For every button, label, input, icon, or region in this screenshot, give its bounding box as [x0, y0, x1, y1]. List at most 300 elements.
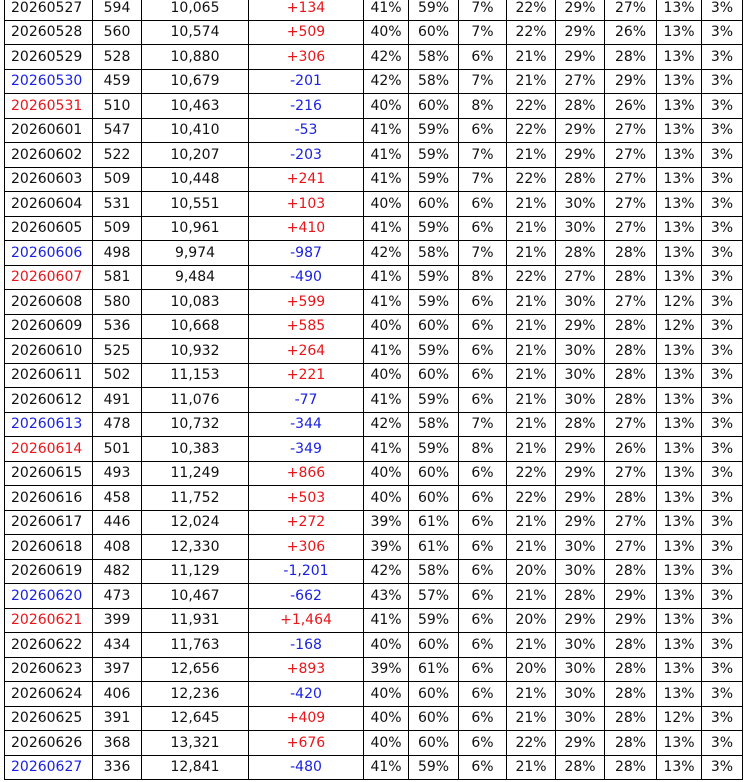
count-cell: 458	[93, 486, 142, 511]
pct-cell-3: 30%	[556, 290, 605, 315]
total-cell: 10,880	[142, 45, 249, 70]
pct-cell-4: 28%	[605, 314, 657, 339]
pct-cell-2: 21%	[507, 45, 556, 70]
count-cell: 528	[93, 45, 142, 70]
total-cell: 10,083	[142, 290, 249, 315]
pct-cell-3: 30%	[556, 388, 605, 413]
pct-cell-2: 20%	[507, 608, 556, 633]
pct-cell-1: 6%	[459, 608, 507, 633]
pct-cell-6: 3%	[702, 706, 743, 731]
pct-cell-6: 3%	[702, 363, 743, 388]
change-cell: -201	[249, 69, 364, 94]
change-cell: +585	[249, 314, 364, 339]
pct-cell-5: 13%	[657, 437, 702, 462]
pct-cell-4: 28%	[605, 265, 657, 290]
pct-cell-2: 21%	[507, 755, 556, 780]
pct-cell-6: 3%	[702, 486, 743, 511]
ratio-cell-1: 41%	[364, 118, 409, 143]
ratio-cell-2: 58%	[409, 69, 459, 94]
data-table-container	[4, 0, 742, 780]
date-cell: 20260619	[5, 559, 93, 584]
date-cell: 20260620	[5, 584, 93, 609]
pct-cell-6: 3%	[702, 510, 743, 535]
pct-cell-4: 29%	[605, 584, 657, 609]
ratio-cell-1: 41%	[364, 339, 409, 364]
ratio-cell-2: 58%	[409, 559, 459, 584]
ratio-cell-1: 42%	[364, 241, 409, 266]
pct-cell-4: 26%	[605, 94, 657, 119]
change-cell: -216	[249, 94, 364, 119]
change-cell: +306	[249, 45, 364, 70]
pct-cell-4: 26%	[605, 20, 657, 45]
pct-cell-4: 28%	[605, 633, 657, 658]
table-row	[5, 0, 743, 20]
count-cell: 510	[93, 94, 142, 119]
pct-cell-6: 3%	[702, 535, 743, 560]
pct-cell-4: 28%	[605, 755, 657, 780]
table-row	[5, 388, 743, 413]
pct-cell-6: 3%	[702, 94, 743, 119]
ratio-cell-1: 40%	[364, 363, 409, 388]
date-cell: 20260604	[5, 192, 93, 217]
table-row	[5, 94, 743, 119]
change-cell: -203	[249, 143, 364, 168]
date-cell: 20260605	[5, 216, 93, 241]
count-cell: 509	[93, 216, 142, 241]
date-cell: 20260612	[5, 388, 93, 413]
pct-cell-5: 13%	[657, 192, 702, 217]
change-cell: -1,201	[249, 559, 364, 584]
ratio-cell-1: 42%	[364, 69, 409, 94]
table-row	[5, 584, 743, 609]
pct-cell-3: 29%	[556, 314, 605, 339]
table-row	[5, 69, 743, 94]
change-cell: +134	[249, 0, 364, 20]
pct-cell-3: 27%	[556, 69, 605, 94]
pct-cell-1: 6%	[459, 314, 507, 339]
ratio-cell-2: 59%	[409, 118, 459, 143]
change-cell: +272	[249, 510, 364, 535]
pct-cell-1: 8%	[459, 94, 507, 119]
pct-cell-5: 13%	[657, 339, 702, 364]
date-cell: 20260609	[5, 314, 93, 339]
count-cell: 397	[93, 657, 142, 682]
total-cell: 12,656	[142, 657, 249, 682]
change-cell: +410	[249, 216, 364, 241]
pct-cell-3: 29%	[556, 486, 605, 511]
ratio-cell-1: 41%	[364, 216, 409, 241]
pct-cell-1: 7%	[459, 241, 507, 266]
count-cell: 594	[93, 0, 142, 20]
pct-cell-3: 30%	[556, 535, 605, 560]
count-cell: 478	[93, 412, 142, 437]
pct-cell-1: 6%	[459, 290, 507, 315]
pct-cell-1: 7%	[459, 412, 507, 437]
pct-cell-5: 13%	[657, 94, 702, 119]
pct-cell-3: 30%	[556, 559, 605, 584]
date-cell: 20260602	[5, 143, 93, 168]
total-cell: 10,551	[142, 192, 249, 217]
change-cell: +503	[249, 486, 364, 511]
pct-cell-2: 21%	[507, 314, 556, 339]
total-cell: 11,931	[142, 608, 249, 633]
date-cell: 20260622	[5, 633, 93, 658]
count-cell: 391	[93, 706, 142, 731]
ratio-cell-1: 41%	[364, 0, 409, 20]
pct-cell-1: 6%	[459, 731, 507, 756]
pct-cell-4: 28%	[605, 682, 657, 707]
pct-cell-3: 29%	[556, 20, 605, 45]
pct-cell-2: 21%	[507, 437, 556, 462]
total-cell: 10,065	[142, 0, 249, 20]
pct-cell-2: 22%	[507, 265, 556, 290]
pct-cell-6: 3%	[702, 290, 743, 315]
pct-cell-3: 28%	[556, 167, 605, 192]
pct-cell-4: 27%	[605, 461, 657, 486]
pct-cell-2: 22%	[507, 731, 556, 756]
pct-cell-1: 7%	[459, 143, 507, 168]
ratio-cell-2: 58%	[409, 241, 459, 266]
table-row	[5, 241, 743, 266]
ratio-cell-1: 41%	[364, 755, 409, 780]
ratio-cell-1: 42%	[364, 559, 409, 584]
pct-cell-1: 6%	[459, 45, 507, 70]
change-cell: -420	[249, 682, 364, 707]
pct-cell-6: 3%	[702, 0, 743, 20]
total-cell: 11,076	[142, 388, 249, 413]
pct-cell-3: 29%	[556, 118, 605, 143]
ratio-cell-2: 60%	[409, 20, 459, 45]
pct-cell-6: 3%	[702, 118, 743, 143]
ratio-cell-2: 60%	[409, 633, 459, 658]
pct-cell-5: 13%	[657, 461, 702, 486]
pct-cell-5: 13%	[657, 657, 702, 682]
pct-cell-2: 22%	[507, 461, 556, 486]
ratio-cell-2: 59%	[409, 437, 459, 462]
pct-cell-4: 28%	[605, 657, 657, 682]
pct-cell-1: 6%	[459, 535, 507, 560]
total-cell: 11,129	[142, 559, 249, 584]
change-cell: +866	[249, 461, 364, 486]
pct-cell-6: 3%	[702, 657, 743, 682]
pct-cell-5: 13%	[657, 682, 702, 707]
pct-cell-1: 6%	[459, 559, 507, 584]
table-row	[5, 486, 743, 511]
date-cell: 20260626	[5, 731, 93, 756]
pct-cell-3: 30%	[556, 657, 605, 682]
change-cell: +409	[249, 706, 364, 731]
table-row	[5, 167, 743, 192]
count-cell: 522	[93, 143, 142, 168]
pct-cell-2: 21%	[507, 388, 556, 413]
total-cell: 11,153	[142, 363, 249, 388]
ratio-cell-2: 61%	[409, 510, 459, 535]
pct-cell-1: 6%	[459, 755, 507, 780]
count-cell: 434	[93, 633, 142, 658]
pct-cell-6: 3%	[702, 412, 743, 437]
table-row	[5, 192, 743, 217]
total-cell: 13,321	[142, 731, 249, 756]
pct-cell-6: 3%	[702, 461, 743, 486]
pct-cell-1: 6%	[459, 510, 507, 535]
pct-cell-2: 21%	[507, 584, 556, 609]
ratio-cell-2: 60%	[409, 731, 459, 756]
ratio-cell-1: 40%	[364, 20, 409, 45]
pct-cell-2: 22%	[507, 0, 556, 20]
pct-cell-3: 28%	[556, 241, 605, 266]
ratio-cell-1: 40%	[364, 682, 409, 707]
pct-cell-4: 27%	[605, 510, 657, 535]
pct-cell-4: 27%	[605, 192, 657, 217]
pct-cell-3: 30%	[556, 339, 605, 364]
pct-cell-3: 30%	[556, 216, 605, 241]
pct-cell-5: 13%	[657, 118, 702, 143]
pct-cell-2: 21%	[507, 706, 556, 731]
pct-cell-2: 21%	[507, 192, 556, 217]
ratio-cell-2: 59%	[409, 290, 459, 315]
ratio-cell-1: 40%	[364, 731, 409, 756]
change-cell: -53	[249, 118, 364, 143]
date-cell: 20260624	[5, 682, 93, 707]
pct-cell-6: 3%	[702, 192, 743, 217]
ratio-cell-1: 41%	[364, 437, 409, 462]
change-cell: +306	[249, 535, 364, 560]
pct-cell-4: 28%	[605, 388, 657, 413]
count-cell: 501	[93, 437, 142, 462]
change-cell: -987	[249, 241, 364, 266]
pct-cell-6: 3%	[702, 388, 743, 413]
ratio-cell-2: 59%	[409, 265, 459, 290]
ratio-cell-1: 40%	[364, 461, 409, 486]
pct-cell-4: 27%	[605, 0, 657, 20]
table-row	[5, 290, 743, 315]
ratio-cell-2: 58%	[409, 45, 459, 70]
date-cell: 20260621	[5, 608, 93, 633]
pct-cell-4: 27%	[605, 535, 657, 560]
pct-cell-5: 13%	[657, 559, 702, 584]
pct-cell-2: 21%	[507, 363, 556, 388]
pct-cell-5: 13%	[657, 0, 702, 20]
table-row	[5, 682, 743, 707]
pct-cell-6: 3%	[702, 633, 743, 658]
pct-cell-5: 13%	[657, 363, 702, 388]
date-cell: 20260615	[5, 461, 93, 486]
ratio-cell-1: 40%	[364, 706, 409, 731]
change-cell: +676	[249, 731, 364, 756]
pct-cell-1: 6%	[459, 388, 507, 413]
pct-cell-3: 29%	[556, 45, 605, 70]
pct-cell-1: 6%	[459, 682, 507, 707]
pct-cell-2: 22%	[507, 118, 556, 143]
table-row	[5, 20, 743, 45]
table-row	[5, 339, 743, 364]
pct-cell-2: 21%	[507, 633, 556, 658]
pct-cell-6: 3%	[702, 314, 743, 339]
pct-cell-1: 6%	[459, 118, 507, 143]
pct-cell-3: 29%	[556, 731, 605, 756]
total-cell: 11,249	[142, 461, 249, 486]
date-cell: 20260531	[5, 94, 93, 119]
date-cell: 20260611	[5, 363, 93, 388]
pct-cell-3: 28%	[556, 755, 605, 780]
pct-cell-4: 28%	[605, 45, 657, 70]
ratio-cell-1: 43%	[364, 584, 409, 609]
total-cell: 10,574	[142, 20, 249, 45]
pct-cell-4: 28%	[605, 559, 657, 584]
ratio-cell-2: 61%	[409, 657, 459, 682]
pct-cell-3: 30%	[556, 192, 605, 217]
ratio-cell-1: 41%	[364, 388, 409, 413]
change-cell: -490	[249, 265, 364, 290]
date-cell: 20260627	[5, 755, 93, 780]
pct-cell-3: 29%	[556, 608, 605, 633]
count-cell: 531	[93, 192, 142, 217]
table-row	[5, 559, 743, 584]
pct-cell-2: 21%	[507, 241, 556, 266]
table-row	[5, 755, 743, 780]
count-cell: 547	[93, 118, 142, 143]
pct-cell-5: 13%	[657, 608, 702, 633]
pct-cell-3: 28%	[556, 94, 605, 119]
date-cell: 20260616	[5, 486, 93, 511]
date-cell: 20260625	[5, 706, 93, 731]
pct-cell-2: 22%	[507, 167, 556, 192]
total-cell: 10,679	[142, 69, 249, 94]
total-cell: 10,961	[142, 216, 249, 241]
pct-cell-5: 13%	[657, 265, 702, 290]
pct-cell-3: 29%	[556, 510, 605, 535]
pct-cell-5: 13%	[657, 510, 702, 535]
pct-cell-5: 12%	[657, 706, 702, 731]
count-cell: 408	[93, 535, 142, 560]
table-row	[5, 143, 743, 168]
pct-cell-1: 7%	[459, 20, 507, 45]
pct-cell-1: 7%	[459, 69, 507, 94]
count-cell: 336	[93, 755, 142, 780]
table-row	[5, 265, 743, 290]
pct-cell-6: 3%	[702, 584, 743, 609]
pct-cell-1: 6%	[459, 216, 507, 241]
change-cell: -349	[249, 437, 364, 462]
ratio-cell-1: 42%	[364, 45, 409, 70]
date-cell: 20260603	[5, 167, 93, 192]
pct-cell-5: 13%	[657, 486, 702, 511]
count-cell: 368	[93, 731, 142, 756]
pct-cell-6: 3%	[702, 608, 743, 633]
total-cell: 10,668	[142, 314, 249, 339]
count-cell: 406	[93, 682, 142, 707]
pct-cell-5: 13%	[657, 755, 702, 780]
pct-cell-4: 28%	[605, 363, 657, 388]
change-cell: -168	[249, 633, 364, 658]
total-cell: 11,752	[142, 486, 249, 511]
pct-cell-2: 21%	[507, 143, 556, 168]
table-row	[5, 412, 743, 437]
pct-cell-2: 21%	[507, 290, 556, 315]
change-cell: -77	[249, 388, 364, 413]
pct-cell-3: 30%	[556, 633, 605, 658]
date-cell: 20260607	[5, 265, 93, 290]
change-cell: +893	[249, 657, 364, 682]
pct-cell-2: 22%	[507, 486, 556, 511]
count-cell: 482	[93, 559, 142, 584]
ratio-cell-2: 60%	[409, 682, 459, 707]
change-cell: +1,464	[249, 608, 364, 633]
count-cell: 446	[93, 510, 142, 535]
ratio-cell-2: 59%	[409, 608, 459, 633]
date-cell: 20260610	[5, 339, 93, 364]
ratio-cell-1: 39%	[364, 657, 409, 682]
pct-cell-6: 3%	[702, 241, 743, 266]
ratio-cell-1: 40%	[364, 486, 409, 511]
table-body	[5, 0, 743, 780]
total-cell: 12,024	[142, 510, 249, 535]
ratio-cell-2: 60%	[409, 706, 459, 731]
pct-cell-4: 27%	[605, 290, 657, 315]
pct-cell-4: 28%	[605, 731, 657, 756]
pct-cell-1: 6%	[459, 657, 507, 682]
pct-cell-6: 3%	[702, 731, 743, 756]
pct-cell-4: 28%	[605, 486, 657, 511]
pct-cell-5: 13%	[657, 731, 702, 756]
change-cell: +221	[249, 363, 364, 388]
pct-cell-3: 28%	[556, 584, 605, 609]
date-cell: 20260618	[5, 535, 93, 560]
pct-cell-5: 13%	[657, 216, 702, 241]
total-cell: 10,463	[142, 94, 249, 119]
ratio-cell-2: 59%	[409, 143, 459, 168]
pct-cell-2: 22%	[507, 20, 556, 45]
pct-cell-6: 3%	[702, 437, 743, 462]
pct-cell-3: 29%	[556, 437, 605, 462]
count-cell: 502	[93, 363, 142, 388]
pct-cell-3: 30%	[556, 363, 605, 388]
ratio-cell-1: 41%	[364, 167, 409, 192]
total-cell: 12,645	[142, 706, 249, 731]
change-cell: -662	[249, 584, 364, 609]
pct-cell-5: 12%	[657, 290, 702, 315]
pct-cell-1: 6%	[459, 192, 507, 217]
total-cell: 9,974	[142, 241, 249, 266]
pct-cell-5: 13%	[657, 584, 702, 609]
count-cell: 473	[93, 584, 142, 609]
pct-cell-3: 30%	[556, 706, 605, 731]
pct-cell-5: 13%	[657, 45, 702, 70]
table-row	[5, 608, 743, 633]
table-row	[5, 731, 743, 756]
ratio-cell-1: 41%	[364, 290, 409, 315]
table-row	[5, 657, 743, 682]
pct-cell-6: 3%	[702, 20, 743, 45]
pct-cell-2: 20%	[507, 657, 556, 682]
pct-cell-6: 3%	[702, 69, 743, 94]
pct-cell-6: 3%	[702, 755, 743, 780]
count-cell: 459	[93, 69, 142, 94]
pct-cell-4: 27%	[605, 143, 657, 168]
total-cell: 11,763	[142, 633, 249, 658]
pct-cell-4: 27%	[605, 118, 657, 143]
pct-cell-3: 27%	[556, 265, 605, 290]
date-cell: 20260527	[5, 0, 93, 20]
total-cell: 10,410	[142, 118, 249, 143]
ratio-cell-2: 59%	[409, 216, 459, 241]
pct-cell-5: 13%	[657, 535, 702, 560]
date-cell: 20260601	[5, 118, 93, 143]
ratio-cell-1: 41%	[364, 608, 409, 633]
pct-cell-4: 27%	[605, 216, 657, 241]
change-cell: -480	[249, 755, 364, 780]
ratio-cell-2: 59%	[409, 167, 459, 192]
